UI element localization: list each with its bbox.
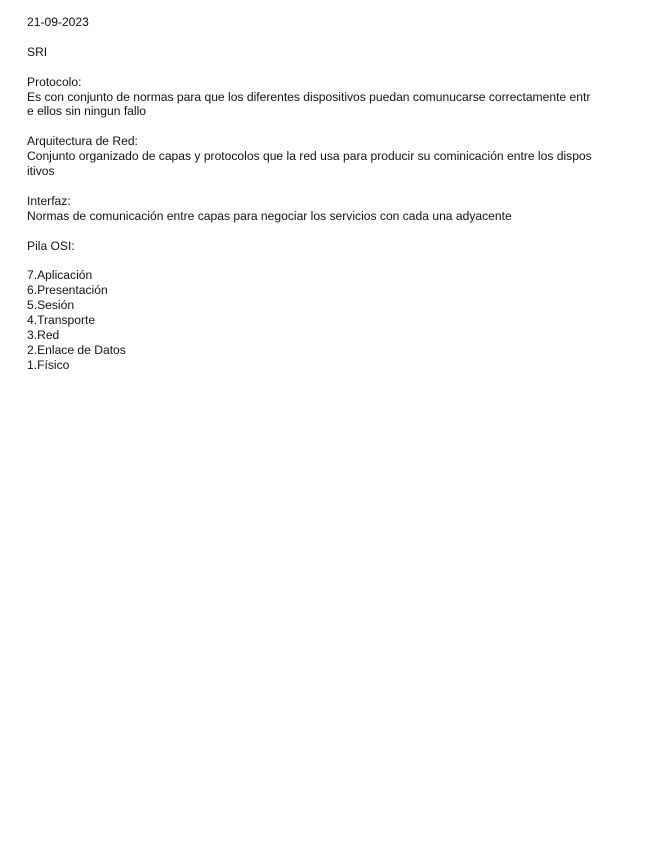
blank-line: [27, 179, 631, 194]
osi-layer-item: 3.Red: [27, 327, 60, 342]
osi-layer-item: 7.Aplicación: [27, 268, 93, 283]
section-text-line: Es con conjunto de normas para que los diferentes dispositivos puedan comunucarse correctamente entr: [27, 89, 591, 104]
section-arquitectura: [27, 134, 631, 179]
blank-line: [27, 30, 631, 45]
blank-line: [27, 119, 631, 134]
osi-layer-item: 5.Sesión: [27, 298, 75, 313]
osi-layer-item: 6.Presentación: [27, 283, 108, 298]
osi-layer-item: 1.Físico: [27, 357, 70, 372]
section-text-line: Normas de comunicación entre capas para negociar los servicios con cada una adyacente: [27, 208, 512, 223]
blank-line: [27, 253, 631, 268]
document-subject: SRI: [27, 44, 48, 59]
document-page: [27, 15, 631, 373]
section-text-line: Conjunto organizado de capas y protocolos que la red usa para producir su cominicación entre los dispos: [27, 149, 592, 164]
document-date: 21-09-2023: [27, 15, 89, 29]
section-interfaz: [27, 194, 631, 224]
osi-layer-item: 2.Enlace de Datos: [27, 342, 126, 357]
osi-stack: [27, 239, 631, 373]
section-heading: Protocolo:: [27, 74, 82, 89]
section-text-line: e ellos sin ningun fallo: [27, 104, 147, 119]
osi-heading: Pila OSI:: [27, 238, 75, 253]
section-heading: Interfaz:: [27, 193, 71, 208]
blank-line: [27, 224, 631, 239]
blank-line: [27, 60, 631, 75]
section-text-line: itivos: [27, 164, 55, 179]
section-protocolo: [27, 75, 631, 120]
section-heading: Arquitectura de Red:: [27, 134, 138, 149]
osi-layer-item: 4.Transporte: [27, 313, 96, 328]
